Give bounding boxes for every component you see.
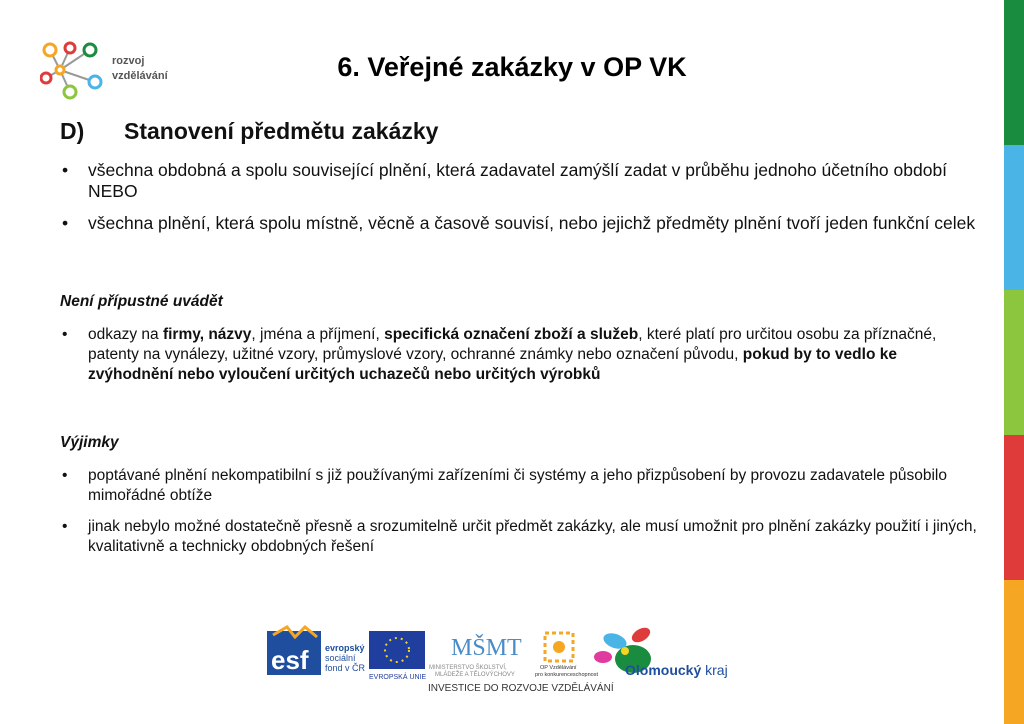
not-allowed-list (60, 325, 980, 385)
msmt-line2: MLÁDEŽE A TĚLOVÝCHOVY (435, 672, 515, 678)
footer-caption: INVESTICE DO ROZVOJE VZDĚLÁVÁNÍ (428, 683, 614, 694)
bold-segment: specifická označení zboží a služeb (384, 326, 639, 343)
esf-big-text: esf (271, 645, 309, 675)
list-item: • všechna plnění, která spolu místně, věcně a časově souvisí, nebo jejichž předměty plnění tvoří jeden funkční celek (60, 213, 980, 234)
text-segment: , které platí pro určitou osobu za příznačné, patenty na vynálezy, užitné vzory, průmyslové vzory, ochranné známky nebo označení původu, (88, 326, 937, 363)
esf-line3: fond v ČR (325, 663, 366, 673)
eu-flag-icon (369, 631, 427, 681)
list-item: • poptávané plnění nekompatibilní s již používanými zařízeními či systémy a jeho přizpůsobení by provozu zadavatele působilo mimořádné obtíže (60, 466, 980, 506)
text-segment: odkazy na (88, 326, 163, 343)
opvk-line1: OP Vzdělávání (540, 665, 577, 671)
eu-label: EVROPSKÁ UNIE (369, 674, 427, 681)
msmt-line1: MINISTERSTVO ŠKOLSTVÍ, (429, 665, 507, 671)
olomoucky-rest: kraj (701, 662, 728, 678)
esf-line1: evropský (325, 643, 365, 653)
bold-segment: pokud by to vedlo ke zvýhodnění nebo vyloučení určitých uchazečů nebo určitých výrobků (88, 346, 897, 383)
list-item (60, 325, 980, 385)
exceptions-heading: Výjimky (60, 434, 119, 451)
list-item: • jinak nebylo možné dostatečně přesně a srozumitelně určit předmět zakázky, ale musí umožnit pro plnění zakázky použití i jiných, kvalitativně a technicky obdobných řešení (60, 517, 980, 557)
msmt-logo-icon (429, 634, 522, 678)
msmt-logo-text: MŠMT (451, 635, 522, 661)
not-allowed-heading: Není přípustné uvádět (60, 293, 223, 310)
logo-line2: vzdělávání (112, 70, 168, 82)
exceptions-list (60, 466, 980, 568)
opvk-logo-icon (535, 633, 598, 678)
stripe-blue (1004, 145, 1024, 290)
olomoucky-kraj-logo-icon (594, 625, 728, 678)
section-letter: D) (60, 118, 85, 144)
page-title: 6. Veřejné zakázky v OP VK (337, 52, 687, 82)
olomoucky-kraj-text (625, 662, 728, 678)
opvk-line2: pro konkurenceschopnost (535, 672, 598, 678)
olomoucky-bold: Olomoucký (625, 662, 702, 678)
list-item: • všechna obdobná a spolu související plnění, která zadavatel zamýšlí zadat v průběhu jednoho účetního období NEBO (60, 160, 980, 202)
esf-line2: sociální (325, 653, 356, 663)
main-bullet-list (60, 160, 980, 245)
bold-segment: firmy, názvy (162, 326, 252, 343)
section-heading-text: Stanovení předmětu zakázky (124, 118, 439, 144)
stripe-lightgreen (1004, 290, 1024, 435)
logo-line1: rozvoj (112, 55, 145, 67)
stripe-orange (1004, 580, 1024, 724)
stripe-red (1004, 435, 1024, 580)
esf-logo-icon (267, 627, 366, 675)
text-segment: , jména a příjmení, (251, 326, 385, 343)
section-heading (60, 118, 438, 145)
